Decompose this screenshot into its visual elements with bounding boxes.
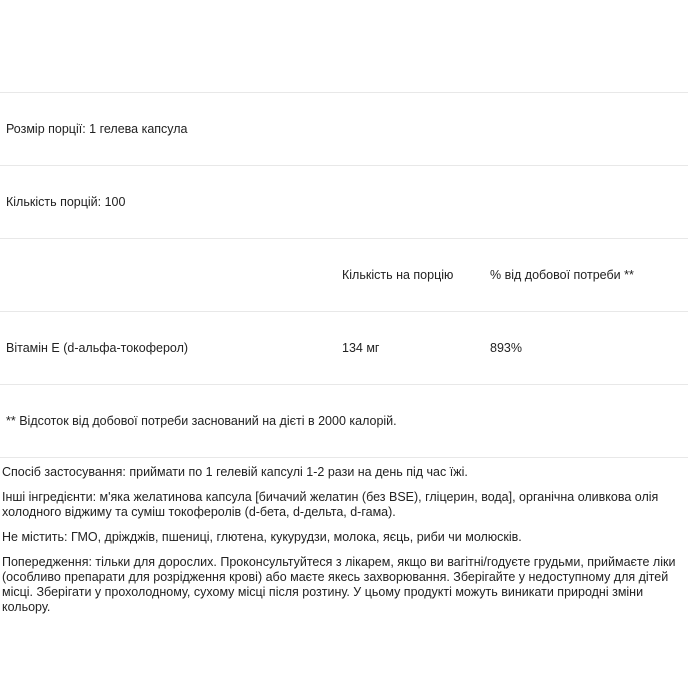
ingredients-text: Інші інгредієнти: м'яка желатинова капсула [бичачий желатин (без BSE), гліцерин, вода], органічна оливкова олія холодного віджиму та суміш токоферолів (d-бета, d-дельта, d-гама). [2, 490, 659, 519]
nutrient-name: Вітамін E (d-альфа-токоферол) [6, 341, 189, 355]
free-from-text: Не містить: ГМО, дріжджів, пшениці, глютена, кукурудзи, молока, яєць, риби чи молюсків. [2, 530, 522, 544]
daily-value-header: % від добової потреби ** [490, 268, 634, 282]
servings-row [0, 166, 688, 239]
footnote-row [0, 385, 688, 458]
warning-text: Попередження: тільки для дорослих. Проконсультуйтеся з лікарем, якщо ви вагітні/годуєте грудьми, приймаєте ліки (особливо препарати для розрідження крові) або маєте якесь захворювання. Зберігайте у недоступному для дітей місці. Зберігати у прохолодному, сухому місці після розтину. У цьому продукті можуть виникати природні зміни кольору. [2, 555, 676, 614]
usage-text: Спосіб застосування: приймати по 1 гелевій капсулі 1-2 рази на день під час їжі. [2, 465, 468, 479]
table-header-row [0, 239, 688, 312]
serving-size-text: Розмір порції: 1 гелева капсула [6, 122, 188, 136]
supplement-facts-table [0, 92, 688, 458]
table-row [0, 312, 688, 385]
amount-header: Кількість на порцію [342, 268, 454, 282]
footnote-text: ** Відсоток від добової потреби заснований на дієті в 2000 калорій. [6, 414, 397, 428]
nutrient-amount: 134 мг [342, 341, 380, 355]
servings-text: Кількість порцій: 100 [6, 195, 126, 209]
product-notes [2, 465, 686, 625]
serving-size-row [0, 92, 688, 166]
nutrient-daily-value: 893% [490, 341, 522, 355]
